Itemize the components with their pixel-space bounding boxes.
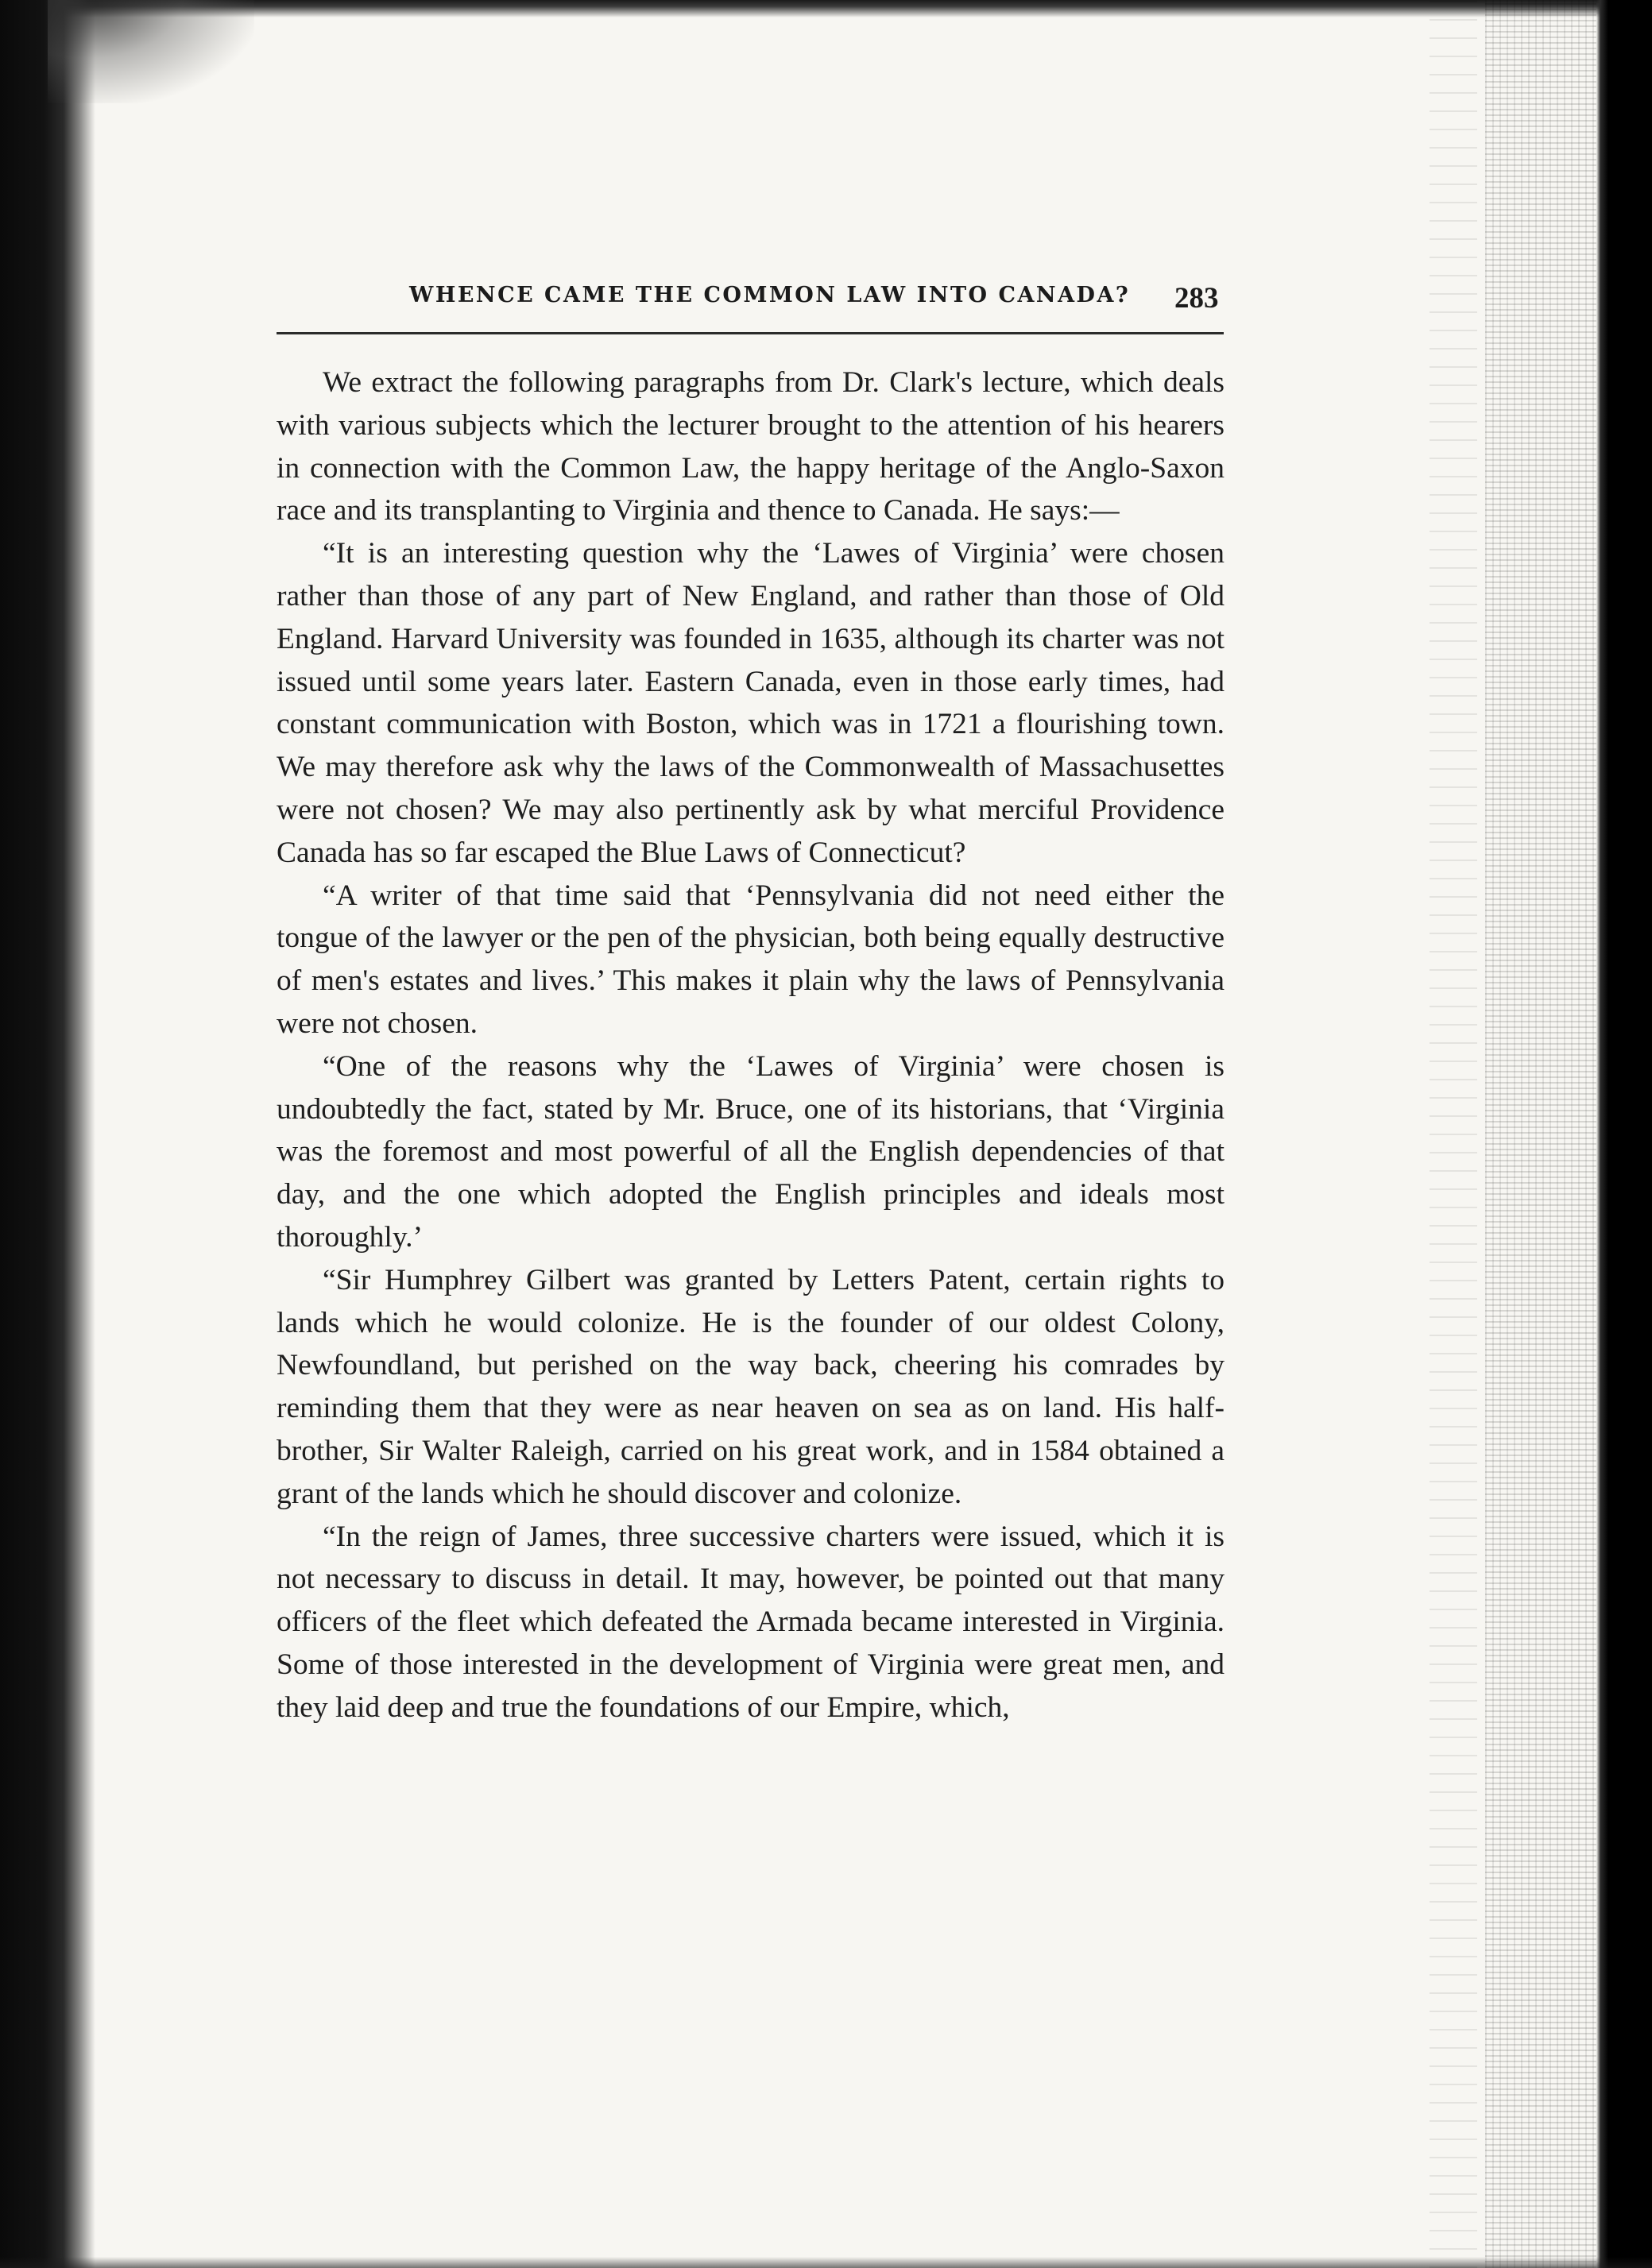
bottom-scan-edge xyxy=(0,2257,1652,2268)
right-edge-speckle xyxy=(1485,0,1596,2268)
body-text xyxy=(277,361,1224,1729)
paragraph-pennsylvania: “A writer of that time said that ‘Pennsylvania did not need either the tongue of the lawyer or the pen of the physician, both being equally destructive of men's estates and lives.’ This makes it plain why the laws of Pennsylvania were not chosen. xyxy=(277,879,1224,1040)
paragraph-james-charters: “In the reign of James, three successive charters were issued, which it is not necessary to discuss in detail. It may, however, be pointed out that many officers of the fleet which defeated the Armada became interested in Virginia. Some of those interested in the development of Virginia were great men, and they laid deep and true the foundations of our Empire, which, xyxy=(277,1520,1224,1724)
right-edge-speckle-faint xyxy=(1430,0,1477,2268)
header-rule xyxy=(277,332,1224,334)
paragraph-virginia-question: “It is an interesting question why the ‘Lawes of Virginia’ were chosen rather than those of any part of New England, and rather than those of Old England. Harvard University was founded in 1635, although its charter was not issued until some years later. Eastern Canada, even in those early times, had constant communication with Boston, which was in 1721 a flourishing town. We may therefore ask why the laws of the Commonwealth of Massachusettes were not chosen? We may also pertinently ask by what merciful Providence Canada has so far escaped the Blue Laws of Connecticut? xyxy=(277,537,1224,869)
left-binding-smudge xyxy=(48,0,254,103)
running-head-title: WHENCE CAME THE COMMON LAW INTO CANADA? xyxy=(409,283,1131,307)
page-number: 283 xyxy=(1174,282,1219,315)
paragraph-intro: We extract the following paragraphs from Dr. Clark's lecture, which deals with various subjects which the lecturer brought to the attention of his hearers in connection with the Common Law, the happy heritage of the Anglo-Saxon race and its transplanting to Virginia and thence to Canada. He says:— xyxy=(277,366,1224,527)
right-page-edge-shadow xyxy=(1596,0,1652,2268)
paragraph-reasons: “One of the reasons why the ‘Lawes of Virginia’ were chosen is undoubtedly the fact, stated by Mr. Bruce, one of its historians, that ‘Virginia was the foremost and most powerful of all the English dependencies of that day, and the one which adopted the English principles and ideals most thoroughly.’ xyxy=(277,1049,1224,1254)
paragraph-gilbert: “Sir Humphrey Gilbert was granted by Letters Patent, certain rights to lands which he would colonize. He is the founder of our oldest Colony, Newfoundland, but perished on the way back, cheering his comrades by reminding them that they were as near heaven on sea as on land. His half-brother, Sir Walter Raleigh, carried on his great work, and in 1584 obtained a grant of the lands which he should discover and colonize. xyxy=(277,1263,1224,1510)
left-binding-shadow xyxy=(0,0,95,2268)
